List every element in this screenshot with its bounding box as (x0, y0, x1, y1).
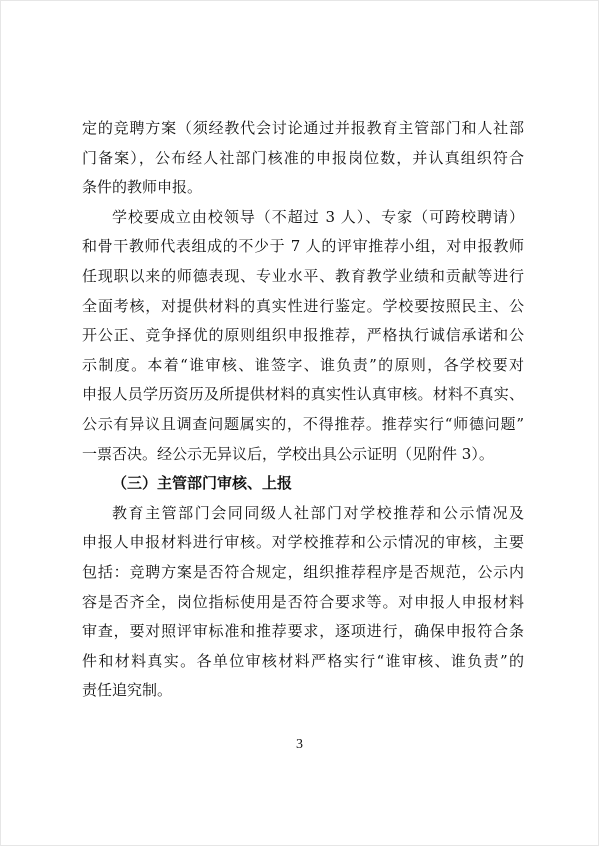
text-line: 开公正、竞争择优的原则组织申报推荐，严格执行诚信承诺和公 (82, 326, 524, 345)
page-number: 3 (296, 737, 303, 752)
text-line: 任现职以来的师德表现、专业水平、教育教学业绩和贡献等进行 (82, 266, 524, 285)
text-line: 学校要成立由校领导（不超过 3 人）、专家（可跨校聘请） (112, 207, 524, 226)
text-line: 申报人申报材料进行审核。对学校推荐和公示情况的审核，主要 (82, 533, 524, 552)
text-line: 公示有异议且调查问题属实的，不得推荐。推荐实行“师德问题” (82, 414, 524, 433)
text-line: 全面考核，对提供材料的真实性进行鉴定。学校要按照民主、公 (82, 296, 524, 315)
text-line: 件和材料真实。各单位审核材料严格实行“谁审核、谁负责”的 (82, 651, 524, 670)
text-line: 门备案），公布经人社部门核准的申报岗位数，并认真组织符合 (82, 148, 524, 167)
document-body (82, 114, 524, 706)
text-line: 申报人员学历资历及所提供材料的真实性认真审核。材料不真实、 (82, 385, 524, 404)
text-line: 一票否决。经公示无异议后，学校出具公示证明（见附件 3）。 (82, 444, 494, 463)
text-line: 容是否齐全，岗位指标使用是否符合要求等。对申报人申报材料 (82, 592, 524, 611)
section-heading: （三）主管部门审核、上报 (112, 474, 293, 493)
text-line: 和骨干教师代表组成的不少于 7 人的评审推荐小组，对申报教师 (82, 237, 524, 256)
text-line: 教育主管部门会同同级人社部门对学校推荐和公示情况及 (112, 503, 524, 522)
text-line: 包括：竞聘方案是否符合规定，组织推荐程序是否规范，公示内 (82, 562, 524, 581)
text-line: 审查，要对照评审标准和推荐要求，逐项进行，确保申报符合条 (82, 622, 524, 641)
text-line: 条件的教师申报。 (82, 178, 203, 197)
text-line: 责任追究制。 (82, 681, 173, 700)
text-line: 示制度。本着“谁审核、谁签字、谁负责”的原则，各学校要对 (82, 355, 524, 374)
text-line: 定的竞聘方案（须经教代会讨论通过并报教育主管部门和人社部 (82, 119, 524, 137)
